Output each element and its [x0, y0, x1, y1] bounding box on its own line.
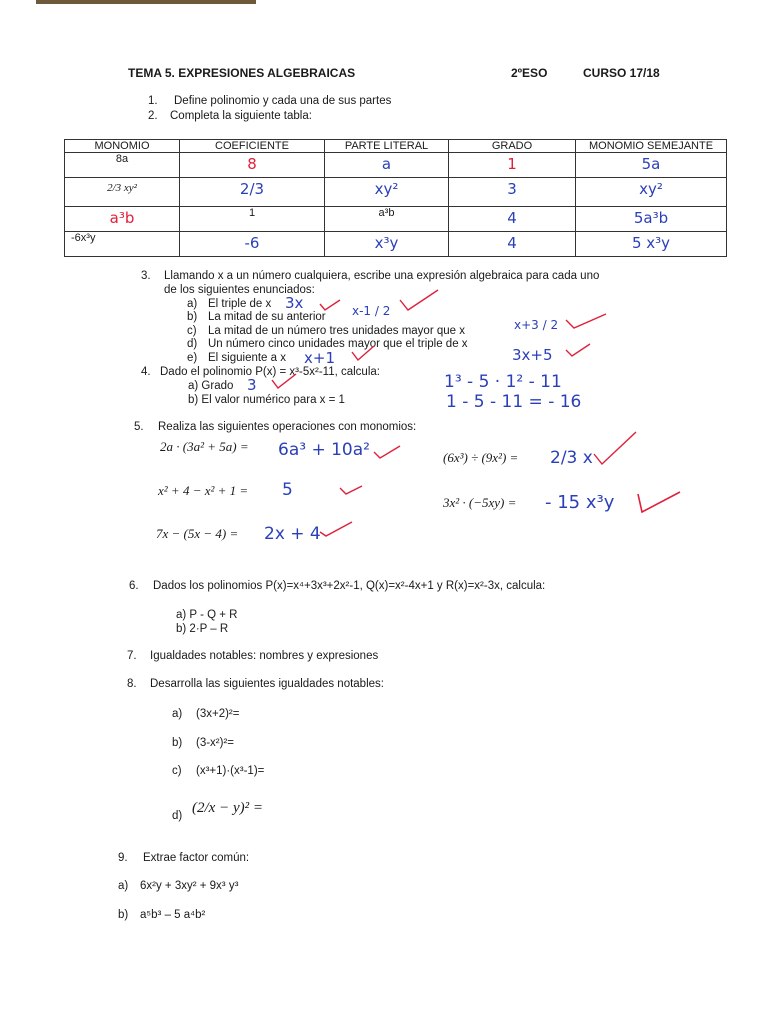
q3-answer-c: x+3 / 2 [514, 318, 559, 332]
q2-text: Completa la siguiente tabla: [170, 110, 312, 122]
q4-work-line2: 1 - 5 - 11 = - 16 [446, 392, 582, 412]
q4-answer-a: 3 [247, 376, 257, 394]
cell-monomio [65, 207, 180, 232]
q8-label-c: c) [172, 765, 182, 777]
header-grado: GRADO [449, 140, 576, 153]
q3-item-label: d) [187, 338, 198, 350]
q3-answer-e: x+1 [304, 349, 335, 367]
cell-print-text: -6x³y [71, 232, 96, 244]
q3-number: 3. [141, 270, 151, 282]
cell-semejante [576, 232, 727, 257]
q3-item-text: El siguiente a x [208, 352, 286, 364]
table-row [65, 153, 727, 178]
q3-item-label: e) [187, 352, 198, 364]
q4-item-b: b) El valor numérico para x = 1 [188, 394, 345, 406]
q9-item-b: a⁵b³ – 5 a⁴b² [140, 909, 206, 921]
q5-op-1: 2a · (3a² + 5a) = [160, 439, 249, 454]
cell-coef [180, 178, 325, 207]
q3-item-text: La mitad de un número tres unidades mayor que x [208, 325, 465, 337]
q5-op-4: (6x³) ÷ (9x²) = [443, 450, 519, 465]
cell-coef [180, 153, 325, 178]
table-row [65, 232, 727, 257]
q9-number: 9. [118, 852, 128, 864]
q6-item-b: b) 2·P – R [176, 623, 229, 635]
cell-literal [325, 207, 449, 232]
level-label: 2ºESO [511, 66, 548, 80]
header-monomio: MONOMIO [65, 140, 180, 153]
table-header-row [65, 140, 727, 153]
q1-text: Define polinomio y cada una de sus partes [174, 95, 392, 107]
header-parte-literal: PARTE LITERAL [325, 140, 449, 153]
cell-monomio [65, 232, 180, 257]
table-row [65, 178, 727, 207]
q5-answer-1: 6a³ + 10a² [278, 440, 370, 460]
q8-label-b: b) [172, 737, 183, 749]
q3-text-line2: de los siguientes enunciados: [164, 284, 315, 296]
q3-answer-a: 3x [285, 294, 304, 312]
cell-grado [449, 178, 576, 207]
q1-number: 1. [148, 95, 158, 107]
q8-item-c: (x³+1)·(x³-1)= [196, 765, 265, 777]
q4-work-line1: 1³ - 5 · 1² - 11 [444, 372, 562, 392]
q4-item-a: a) Grado [188, 380, 234, 392]
q8-number: 8. [127, 678, 137, 690]
q5-text: Realiza las siguientes operaciones con monomios: [158, 421, 417, 433]
q6-item-a: a) P - Q + R [176, 609, 238, 621]
q6-text: Dados los polinomios P(x)=x⁴+3x³+2x²-1, Q(x)=x²-4x+1 y R(x)=x²-3x, calcula: [153, 580, 546, 592]
q5-answer-3: 2x + 4 [264, 524, 321, 544]
q8-label-d: d) [172, 810, 183, 822]
q8-item-b: (3-x²)²= [196, 737, 235, 749]
handwritten-answer: a³b [109, 209, 135, 227]
check-mark-icon [592, 430, 638, 466]
course-label: CURSO 17/18 [583, 66, 660, 80]
check-mark-icon [318, 298, 342, 312]
q3-item-text: Un número cinco unidades mayor que el triple de x [208, 338, 468, 350]
handwritten-answer: a [381, 155, 392, 173]
q8-label-a: a) [172, 708, 183, 720]
cell-literal [325, 232, 449, 257]
q3-answer-d: 3x+5 [512, 346, 553, 364]
cell-coef [180, 207, 325, 232]
q6-number: 6. [129, 580, 139, 592]
q3-answer-b: x-1 / 2 [352, 304, 391, 318]
cell-semejante [576, 207, 727, 232]
check-mark-icon [398, 288, 440, 314]
table-row [65, 207, 727, 232]
q4-text: Dado el polinomio P(x) = x³-5x²-11, calcula: [160, 366, 380, 378]
cell-grado [449, 232, 576, 257]
q9-item-a: 6x²y + 3xy² + 9x³ y³ [140, 880, 239, 892]
cell-semejante [576, 178, 727, 207]
handwritten-answer: 1 [507, 155, 517, 173]
check-mark-icon [318, 520, 354, 538]
q5-answer-5: - 15 x³y [545, 492, 615, 513]
handwritten-answer: xy² [374, 180, 399, 198]
q3-text-line1: Llamando x a un número cualquiera, escribe una expresión algebraica para cada uno [164, 270, 600, 282]
monomial-table [64, 139, 727, 257]
handwritten-answer: -6 [244, 234, 260, 252]
check-mark-icon [564, 342, 592, 358]
handwritten-answer: 5a [641, 155, 661, 173]
q3-item-label: b) [187, 311, 198, 323]
cell-print-text: 1 [248, 207, 256, 219]
handwritten-answer: 3 [507, 180, 517, 198]
q5-op-3: 7x − (5x − 4) = [156, 526, 239, 541]
cell-grado [449, 207, 576, 232]
check-mark-icon [564, 312, 608, 332]
check-mark-icon [634, 488, 682, 516]
handwritten-answer: xy² [639, 180, 663, 198]
q4-number: 4. [141, 366, 151, 378]
q3-item-text: El triple de x [208, 298, 272, 310]
q5-number: 5. [134, 421, 144, 433]
handwritten-answer: 2/3 [239, 180, 265, 198]
q9-label-a: a) [118, 880, 129, 892]
q9-label-b: b) [118, 909, 129, 921]
check-mark-icon [338, 482, 364, 496]
q5-op-2: x² + 4 − x² + 1 = [158, 483, 249, 498]
q7-text: Igualdades notables: nombres y expresiones [150, 650, 379, 662]
cell-coef [180, 232, 325, 257]
cell-literal [325, 153, 449, 178]
top-edge-mark [36, 0, 256, 4]
cell-monomio [65, 178, 180, 207]
handwritten-answer: x³y [374, 234, 399, 252]
cell-print-text: 8a [115, 153, 129, 165]
cell-literal [325, 178, 449, 207]
cell-print-text: a³b [378, 207, 395, 219]
q8-text: Desarrolla las siguientes igualdades notables: [150, 678, 384, 690]
q3-item-text: La mitad de su anterior [208, 311, 326, 323]
cell-semejante [576, 153, 727, 178]
header-coeficiente: COEFICIENTE [180, 140, 325, 153]
check-mark-icon [350, 344, 376, 362]
check-mark-icon [270, 372, 298, 390]
q5-answer-2: 5 [282, 480, 293, 500]
q3-item-label: c) [187, 325, 197, 337]
q8-item-a: (3x+2)²= [196, 708, 240, 720]
q2-number: 2. [148, 110, 158, 122]
q7-number: 7. [127, 650, 137, 662]
handwritten-answer: 8 [247, 155, 257, 173]
document-title: TEMA 5. EXPRESIONES ALGEBRAICAS [128, 66, 356, 80]
cell-grado [449, 153, 576, 178]
handwritten-answer: 5a³b [633, 209, 669, 227]
q9-text: Extrae factor común: [143, 852, 250, 864]
q3-item-label: a) [187, 298, 198, 310]
q5-op-5: 3x² · (−5xy) = [443, 495, 517, 510]
handwritten-answer: 5 x³y [631, 234, 671, 252]
cell-monomio [65, 153, 180, 178]
handwritten-answer: 4 [507, 234, 517, 252]
cell-print-text: 2/3 xy² [107, 182, 137, 194]
handwritten-answer: 4 [507, 209, 517, 227]
q5-answer-4: 2/3 x [550, 448, 593, 468]
header-monomio-semejante: MONOMIO SEMEJANTE [576, 140, 727, 153]
check-mark-icon [372, 444, 402, 460]
q8-item-d: (2/x − y)² = [192, 800, 263, 816]
